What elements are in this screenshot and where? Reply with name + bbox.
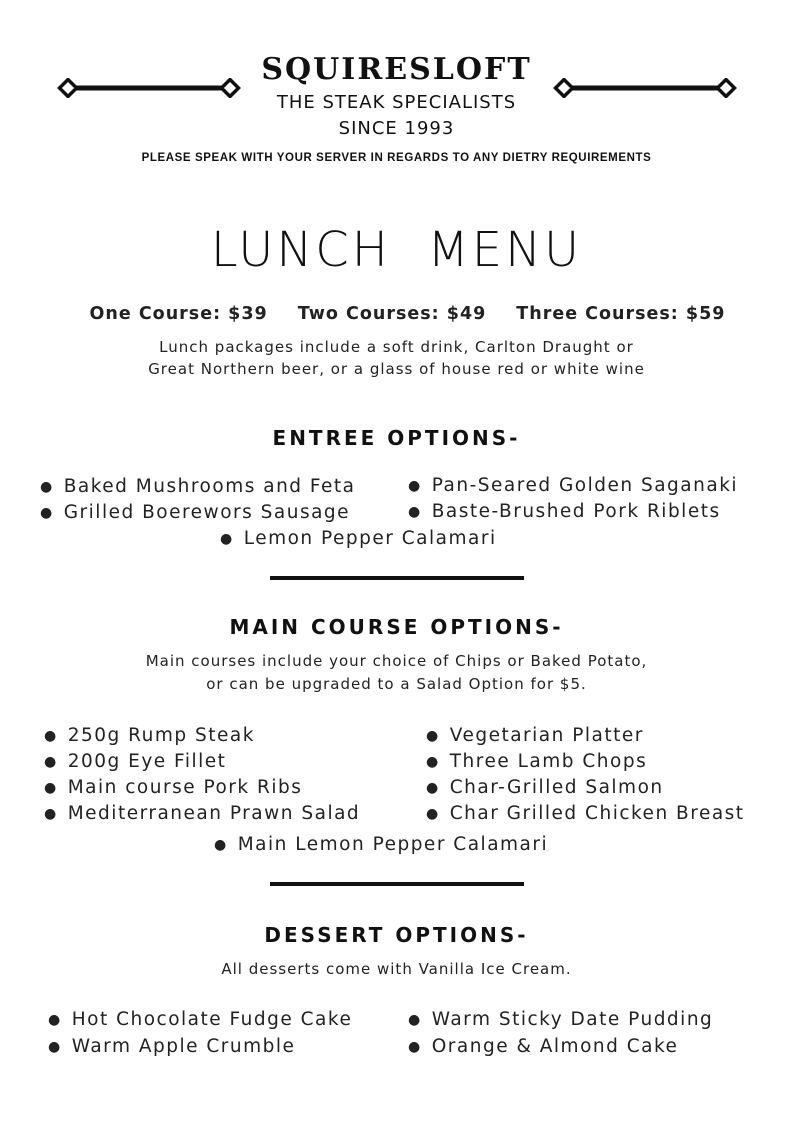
entree-section-title: ENTREE OPTIONS- — [272, 426, 521, 450]
section-divider — [270, 882, 524, 886]
package-note-line1: Lunch packages include a soft drink, Carlton Draught or — [159, 338, 634, 356]
bullet-icon: ● — [48, 1039, 62, 1055]
list-item: ● Baked Mushrooms and Feta — [40, 476, 356, 497]
price-two-courses: Two Courses: $49 — [297, 304, 487, 324]
dessert-note: All desserts come with Vanilla Ice Cream. — [221, 960, 572, 978]
brand-name: SQUIRESLOFT — [261, 52, 532, 87]
bullet-icon: ● — [426, 806, 440, 822]
list-item: ● Pan-Seared Golden Saganaki — [408, 475, 739, 496]
price-one-course: One Course: $39 — [89, 304, 268, 324]
list-item: ● 200g Eye Fillet — [44, 751, 227, 772]
list-item: ● Main Lemon Pepper Calamari — [214, 834, 549, 855]
list-item: ● Char-Grilled Salmon — [426, 777, 664, 798]
list-item: ● 250g Rump Steak — [44, 725, 255, 746]
bullet-icon: ● — [44, 754, 58, 770]
dessert-section-title: DESSERT OPTIONS- — [264, 923, 529, 947]
list-item: ● Char Grilled Chicken Breast — [426, 803, 745, 824]
list-item: ● Lemon Pepper Calamari — [220, 528, 497, 549]
package-note-line2: Great Northern beer, or a glass of house red or white wine — [148, 360, 645, 378]
dietary-note: PLEASE SPEAK WITH YOUR SERVER IN REGARDS TO ANY DIETRY REQUIREMENTS — [141, 152, 652, 164]
bullet-icon: ● — [44, 780, 58, 796]
bullet-icon: ● — [426, 728, 440, 744]
bullet-icon: ● — [408, 478, 422, 494]
bullet-icon: ● — [408, 504, 422, 520]
bullet-icon: ● — [44, 728, 58, 744]
price-row — [0, 304, 793, 324]
section-divider — [270, 576, 524, 580]
brand-tagline: THE STEAK SPECIALISTS — [276, 92, 517, 113]
main-note-line1: Main courses include your choice of Chips or Baked Potato, — [145, 652, 648, 670]
main-note-line2: or can be upgraded to a Salad Option for $5. — [206, 675, 587, 693]
list-item: ● Mediterranean Prawn Salad — [44, 803, 361, 824]
main-section-title: MAIN COURSE OPTIONS- — [229, 615, 564, 639]
list-item: ● Three Lamb Chops — [426, 751, 648, 772]
bullet-icon: ● — [48, 1012, 62, 1028]
list-item: ● Hot Chocolate Fudge Cake — [48, 1009, 353, 1030]
brand-since: SINCE 1993 — [338, 118, 455, 139]
page-title: LUNCH MENU — [210, 222, 583, 278]
list-item: ● Main course Pork Ribs — [44, 777, 303, 798]
list-item: ● Warm Sticky Date Pudding — [408, 1009, 714, 1030]
bullet-icon: ● — [214, 837, 228, 853]
bullet-icon: ● — [40, 505, 54, 521]
bullet-icon: ● — [426, 754, 440, 770]
bullet-icon: ● — [220, 531, 234, 547]
list-item: ● Vegetarian Platter — [426, 725, 644, 746]
price-three-courses: Three Courses: $59 — [516, 304, 726, 324]
list-item: ● Baste-Brushed Pork Riblets — [408, 501, 721, 522]
list-item: ● Warm Apple Crumble — [48, 1036, 296, 1057]
bullet-icon: ● — [426, 780, 440, 796]
bullet-icon: ● — [408, 1012, 422, 1028]
bullet-icon: ● — [408, 1039, 422, 1055]
bullet-icon: ● — [40, 479, 54, 495]
bullet-icon: ● — [44, 806, 58, 822]
list-item: ● Grilled Boerewors Sausage — [40, 502, 351, 523]
list-item: ● Orange & Almond Cake — [408, 1036, 679, 1057]
